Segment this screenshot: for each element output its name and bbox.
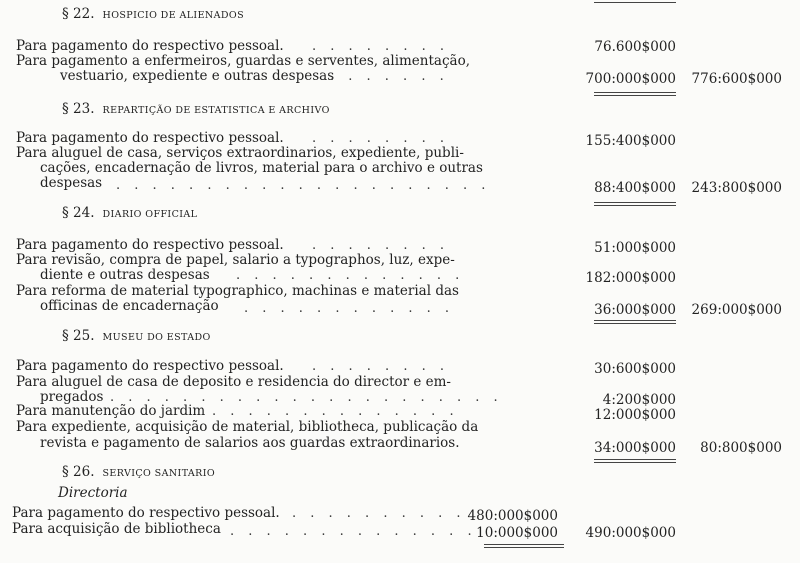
item-line: vestuario, expediente e outras despesas	[60, 68, 335, 84]
section-title: MUSEU DO ESTADO	[102, 332, 211, 343]
leader-dots: . . . . . . . .	[312, 131, 449, 146]
section-number: § 23.	[62, 101, 95, 117]
section-25-heading	[62, 328, 211, 344]
amount: 88:400$000	[594, 180, 676, 196]
section-total: 80:800$000	[700, 440, 782, 456]
section-total: 243:800$000	[691, 180, 782, 196]
item-line: Para aluguel de casa, serviços extraordinarios, expediente, publi-	[16, 145, 464, 161]
section-title: DIARIO OFFICIAL	[102, 209, 198, 220]
section-number: § 25.	[62, 328, 95, 344]
amount: 4:200$000	[602, 392, 676, 408]
amount: 76.600$000	[594, 39, 676, 55]
item-line: Para pagamento do respectivo pessoal.	[16, 358, 284, 374]
amount: 480:000$000	[467, 508, 558, 524]
item-line: officinas de encadernação	[40, 298, 219, 314]
leader-dots: . . . . . . . . . . . . . . . . . . . . . .	[110, 390, 503, 405]
amount: 51:000$000	[594, 240, 676, 256]
item-line: Para pagamento do respectivo pessoal.	[12, 505, 280, 521]
section-title: REPARTIÇÃO DE ESTATISTICA E ARCHIVO	[102, 105, 330, 116]
amount: 34:000$000	[594, 440, 676, 456]
section-22-heading	[62, 6, 244, 22]
section-total: 269:000$000	[691, 302, 782, 318]
sub-total: 490:000$000	[585, 525, 676, 541]
total-rule	[594, 462, 676, 463]
amount: 36:000$000	[594, 302, 676, 318]
total-rule	[594, 320, 676, 321]
total-rule	[594, 202, 676, 203]
item-line: Para pagamento do respectivo pessoal.	[16, 237, 284, 253]
total-rule	[594, 459, 676, 460]
section-24-heading	[62, 205, 197, 221]
amount: 30:600$000	[594, 361, 676, 377]
total-rule	[594, 95, 676, 96]
amount: 12:000$000	[594, 407, 676, 423]
total-rule	[594, 323, 676, 324]
item-line: Para acquisição de bibliotheca	[12, 521, 221, 537]
item-line: Para pagamento do respectivo pessoal.	[16, 38, 284, 54]
item-line: diente e outras despesas	[40, 267, 210, 283]
item-line: pregados	[40, 389, 104, 405]
amount: 155:400$000	[585, 133, 676, 149]
leader-dots: . . . . . . . .	[312, 359, 449, 374]
item-line: Para revisão, compra de papel, salario a typographos, luz, expe-	[16, 252, 455, 268]
section-23-heading	[62, 101, 330, 117]
section-number: § 26.	[62, 464, 95, 480]
total-rule	[594, 92, 676, 93]
leader-dots: . . . . . . . .	[312, 238, 449, 253]
section-total: 776:600$000	[691, 71, 782, 87]
section-26-heading	[62, 464, 215, 480]
leader-dots: . . . . . . . . . .	[292, 506, 466, 521]
amount: 10:000$000	[476, 525, 558, 541]
leader-dots: . . . . . . . . . . . . . . . . . . . . .	[116, 178, 491, 193]
leader-dots: . . . . . . . . . . . . .	[236, 268, 465, 283]
top-rule	[594, 2, 676, 3]
leader-dots: . . . . . . . . . . . .	[244, 301, 455, 316]
item-line: Para aluguel de casa de deposito e residencia do director e em-	[16, 374, 451, 390]
item-line: Para pagamento do respectivo pessoal.	[16, 130, 284, 146]
subheading: Directoria	[58, 485, 128, 501]
section-title: HOSPICIO DE ALIENADOS	[102, 10, 244, 21]
amount: 182:000$000	[585, 270, 676, 286]
total-rule	[484, 544, 564, 545]
item-line: cações, encadernação de livros, material para o archivo e outras	[40, 160, 483, 176]
section-title: SERVIÇO SANITARIO	[102, 468, 216, 479]
leader-dots: . . . . . . .	[330, 69, 449, 84]
total-rule	[484, 547, 564, 548]
item-line: Para pagamento a enfermeiros, guardas e serventes, alimentação,	[16, 53, 470, 69]
section-number: § 24.	[62, 205, 95, 221]
leader-dots: . . . . . . . . . . . . . .	[212, 404, 459, 419]
section-number: § 22.	[62, 6, 95, 22]
item-line: Para expediente, acquisição de material, bibliotheca, publicação da	[16, 419, 479, 435]
item-line: Para manutenção do jardim	[16, 403, 206, 419]
leader-dots: . . . . . . . . . . . . . .	[230, 524, 477, 539]
amount: 700:000$000	[585, 71, 676, 87]
item-line: revista e pagamento de salarios aos guardas extraordinarios.	[40, 435, 460, 451]
item-line: Para reforma de material typographico, machinas e material das	[16, 283, 459, 299]
total-rule	[594, 205, 676, 206]
leader-dots: . . . . . . . .	[312, 39, 449, 54]
item-line: despesas	[40, 175, 103, 191]
